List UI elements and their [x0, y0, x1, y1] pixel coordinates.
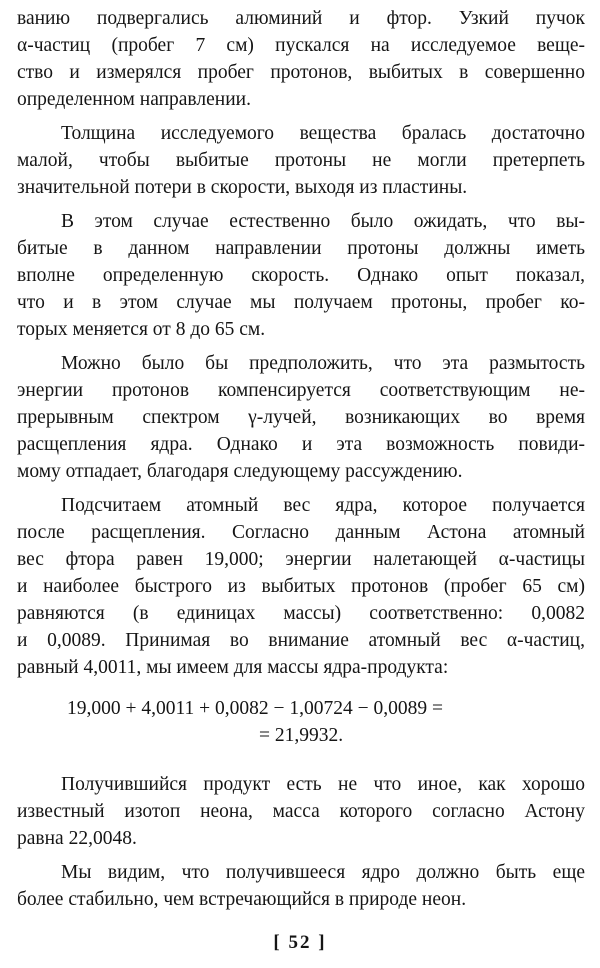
text-line: равняются (в единицах массы) соответственно: 0,0082	[17, 603, 585, 624]
text-line: Толщина исследуемого вещества бралась достаточно	[61, 123, 585, 144]
text-line: В этом случае естественно было ожидать, что вы-	[61, 211, 585, 232]
text-line: равна 22,0048.	[17, 828, 137, 849]
text-line: мому отпадает, благодаря следующему рассуждению.	[17, 461, 463, 482]
text-line: Мы видим, что получившееся ядро должно быть еще	[61, 862, 585, 883]
text-line: ванию подвергались алюминий и фтор. Узкий пучок	[17, 8, 585, 29]
text-line: вполне определенную скорость. Однако опыт показал,	[17, 265, 585, 286]
paragraph	[17, 350, 585, 485]
text-line: расщепления ядра. Однако и эта возможность повиди-	[17, 434, 585, 455]
text-line: α-частиц (пробег 7 см) пускался на исследуемое веще-	[17, 35, 585, 56]
text-line: значительной потери в скорости, выходя из пластины.	[17, 177, 468, 198]
text-line: прерывным спектром γ-лучей, возникающих во время	[17, 407, 585, 428]
formula	[17, 695, 585, 749]
text-line: равный 4,0011, мы имеем для массы ядра-продукта:	[17, 657, 449, 678]
text-line: и 0,0089. Принимая во внимание атомный вес α-частиц,	[17, 630, 585, 651]
text-line: и наиболее быстрого из выбитых протонов (пробег 65 см)	[17, 576, 585, 597]
paragraph	[17, 120, 585, 201]
text-line: что и в этом случае мы получаем протоны, пробег ко-	[17, 292, 585, 313]
text-line: известный изотоп неона, масса которого согласно Астону	[17, 801, 585, 822]
text-line: торых меняется от 8 до 65 см.	[17, 319, 266, 340]
text-line: вес фтора равен 19,000; энергии налетающей α-частицы	[17, 549, 585, 570]
text-line: Можно было бы предположить, что эта размытость	[61, 353, 585, 374]
text-line: Получившийся продукт есть не что иное, как хорошо	[61, 774, 585, 795]
paragraph	[17, 492, 585, 681]
text-line: битые в данном направлении протоны должны иметь	[17, 238, 585, 259]
paragraph	[17, 208, 585, 343]
formula-line-1: 19,000 + 4,0011 + 0,0082 − 1,00724 − 0,0089 =	[67, 698, 444, 719]
formula-line-2: = 21,9932.	[259, 725, 344, 746]
text-line: энергии протонов компенсируется соответствующим не-	[17, 380, 585, 401]
text-line: Подсчитаем атомный вес ядра, которое получается	[61, 495, 585, 516]
text-line: определенном направлении.	[17, 89, 251, 110]
page-text	[17, 5, 585, 913]
text-before-formula	[17, 5, 585, 681]
text-line: малой, чтобы выбитые протоны не могли претерпеть	[17, 150, 585, 171]
paragraph	[17, 5, 585, 113]
text-line: ство и измерялся пробег протонов, выбитых в совершенно	[17, 62, 585, 83]
paragraph	[17, 859, 585, 913]
text-line: после расщепления. Согласно данным Астона атомный	[17, 522, 585, 543]
page-number: [ 52 ]	[273, 932, 327, 953]
paragraph	[17, 771, 585, 852]
text-line: более стабильно, чем встречающийся в природе неон.	[17, 889, 467, 910]
text-after-formula	[17, 771, 585, 913]
